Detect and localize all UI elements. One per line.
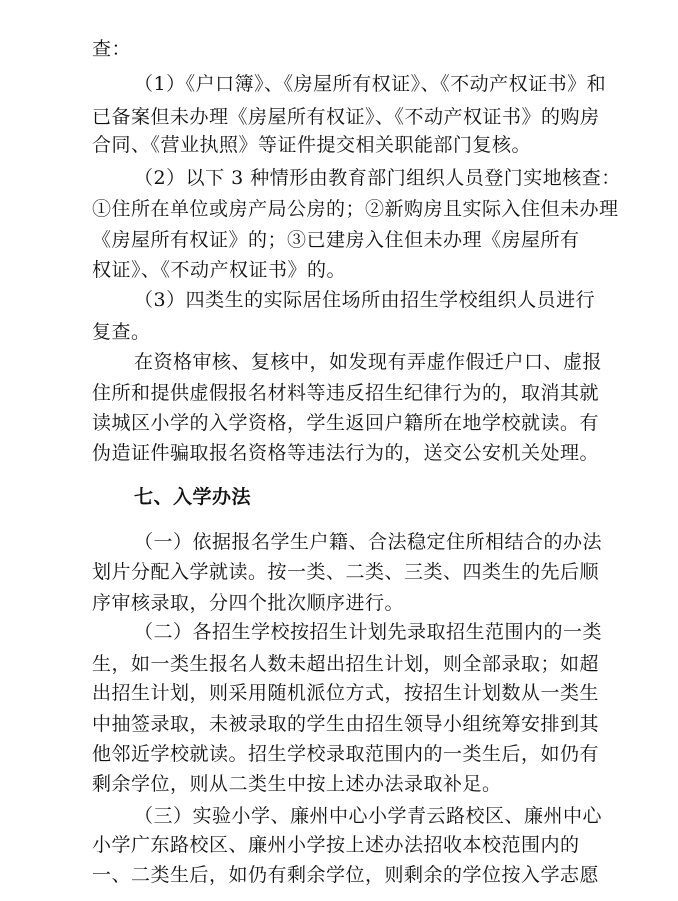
text-line: 一、二类生后，如仍有剩余学位，则剩余的学位按入学志愿 bbox=[92, 864, 600, 886]
text-line: 查： bbox=[92, 38, 132, 60]
text-line: （三）实验小学、廉州中心小学青云路校区、廉州中心 bbox=[134, 805, 603, 827]
text-line: 序审核录取，分四个批次顺序进行。 bbox=[92, 592, 405, 614]
text-line: 已备案但未办理《房屋所有权证》、《不动产权证书》的购房 bbox=[92, 106, 600, 128]
text-line: （二）各招生学校按招生计划先录取招生范围内的一类 bbox=[134, 621, 603, 643]
section-heading: 七、入学办法 bbox=[134, 486, 252, 508]
text-line: 生，如一类生报名人数未超出招生计划，则全部录取；如超 bbox=[92, 653, 600, 675]
text-line: ①住所在单位或房产局公房的；②新购房且实际入住但未办理 bbox=[92, 198, 619, 220]
text-line: （3）四类生的实际居住场所由招生学校组织人员进行 bbox=[134, 289, 596, 311]
text-line: 住所和提供虚假报名材料等违反招生纪律行为的，取消其就 bbox=[92, 382, 600, 404]
text-line: 剩余学位，则从二类生中按上述办法录取补足。 bbox=[92, 773, 502, 795]
text-line: 《房屋所有权证》的；③已建房入住但未办理《房屋所有 bbox=[92, 229, 580, 251]
text-line: 小学广东路校区、廉州小学按上述办法招收本校范围内的 bbox=[92, 834, 580, 856]
text-line: 他邻近学校就读。招生学校录取范围内的一类生后，如仍有 bbox=[92, 743, 600, 765]
text-line: 合同、《营业执照》等证件提交相关职能部门复核。 bbox=[92, 134, 532, 156]
text-line: 伪造证件骗取报名资格等违法行为的，送交公安机关处理。 bbox=[92, 442, 600, 464]
text-line: 出招生计划，则采用随机派位方式，按招生计划数从一类生 bbox=[92, 682, 600, 704]
text-line: 划片分配入学就读。按一类、二类、三类、四类生的先后顺 bbox=[92, 561, 600, 583]
text-line: （1）《户口簿》、《房屋所有权证》、《不动产权证书》和 bbox=[134, 73, 607, 95]
text-line: 权证》、《不动产权证书》的。 bbox=[92, 259, 347, 281]
text-line: （2）以下 3 种情形由教育部门组织人员登门实地核查： bbox=[134, 167, 621, 189]
text-line: 复查。 bbox=[92, 321, 151, 343]
text-line: 在资格审核、复核中，如发现有弄虚作假迁户口、虚报 bbox=[134, 351, 603, 373]
text-line: 读城区小学的入学资格，学生返回户籍所在地学校就读。有 bbox=[92, 412, 600, 434]
text-line: 中抽签录取，未被录取的学生由招生领导小组统筹安排到其 bbox=[92, 713, 600, 735]
text-line: （一）依据报名学生户籍、合法稳定住所相结合的办法 bbox=[134, 531, 603, 553]
